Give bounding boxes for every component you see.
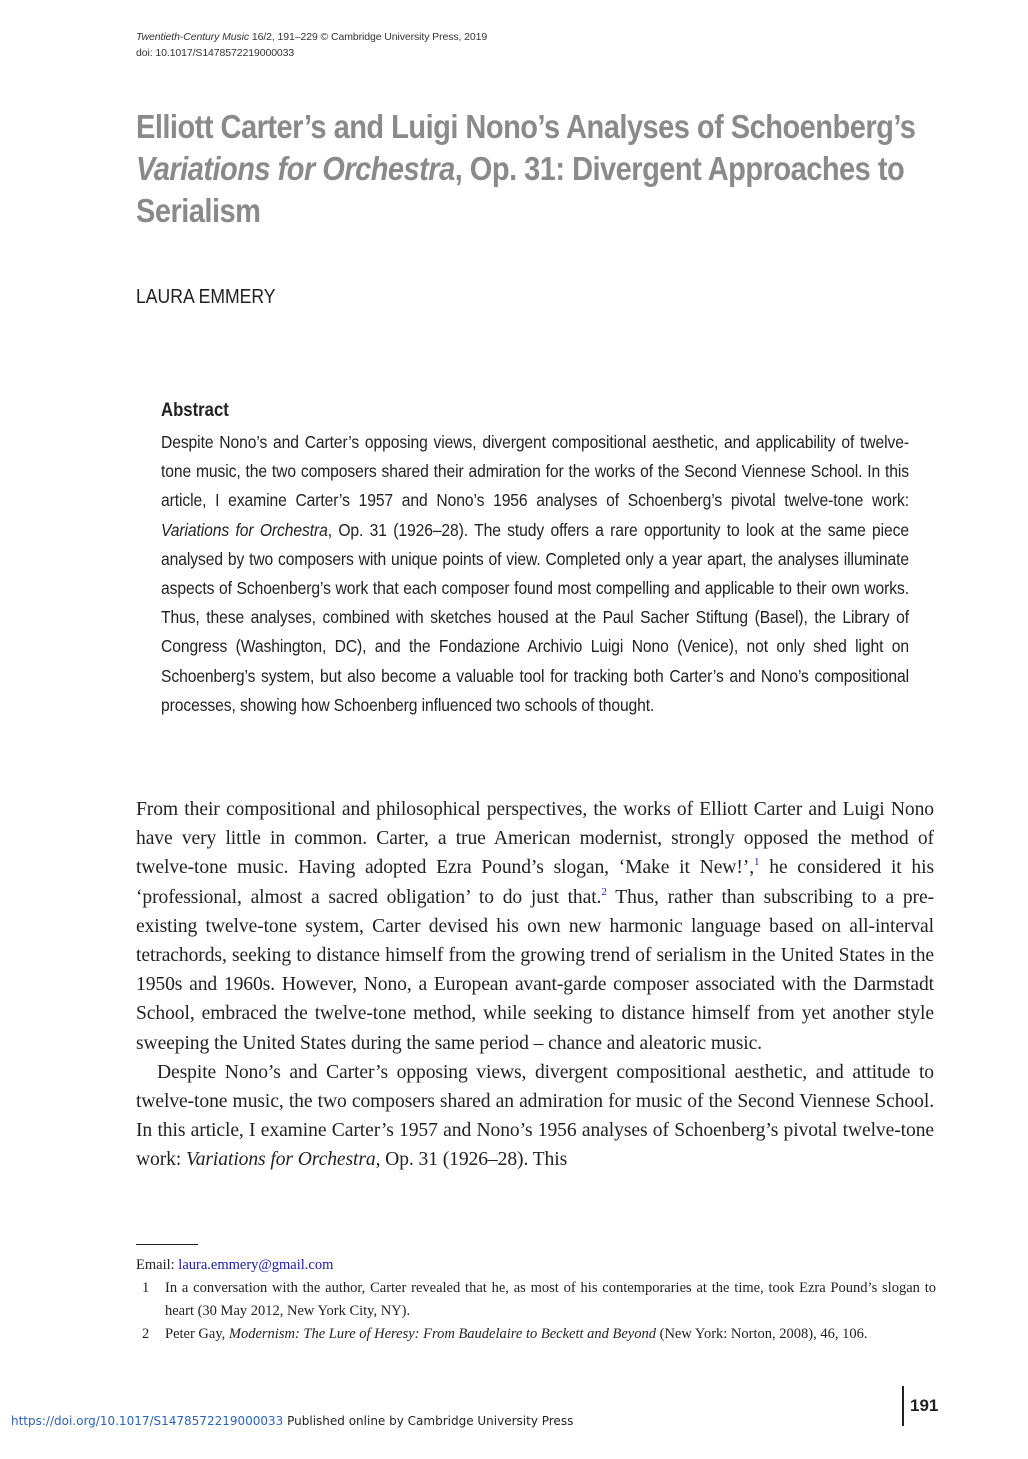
paragraph-2-part-1: Despite Nono’s and Carter’s opposing views, divergent compositional aesthetic, and attitude to twelve-tone music, the two composers shared an admiration for music of the Second Viennese School. In this article, I examine Carter’s 1957 and Nono’s 1956 analyses of Schoenberg’s pivotal twelve-tone work: <box>136 1061 934 1171</box>
journal-header <box>136 29 487 61</box>
page-number: 191 <box>902 1386 942 1426</box>
publication-footer <box>11 1414 573 1428</box>
footnote-2-number: 2 <box>142 1326 150 1342</box>
abstract-heading: Abstract <box>161 400 229 421</box>
article-title <box>136 106 937 232</box>
abstract-text-part-1: Despite Nono’s and Carter’s opposing views, divergent compositional aesthetic, and applicability of twelve-tone music, the two composers shared their admiration for the works of the Second Viennese School. In this article, I examine Carter’s 1957 and Nono’s 1956 analyses of Schoenberg’s pivotal twelve-tone work: <box>161 432 909 511</box>
doi-link[interactable]: https://doi.org/10.1017/S1478572219000033 <box>11 1414 284 1428</box>
footnote-1-number: 1 <box>142 1280 150 1296</box>
paragraph-2-italic-work: Variations for Orchestra <box>186 1149 376 1171</box>
footnote-2-part-1: Peter Gay, <box>165 1326 229 1342</box>
body-text <box>136 795 934 1175</box>
paragraph-1-part-3: Thus, rather than subscribing to a pre-existing twelve-tone system, Carter devised his own new harmonic language based on all-interval tetrachords, seeking to distance himself from the growing trend of serialism in the United States in the 1950s and 1960s. However, Nono, a European avant-garde composer associated with the Darmstadt School, embraced the twelve-tone method, while seeking to distance himself from yet another style sweeping the United States during the same period – chance and aleatoric music. <box>136 886 935 1054</box>
abstract-text-part-2: , Op. 31 (1926–28). The study offers a rare opportunity to look at the same piece analysed by two composers with unique points of view. Completed only a year apart, the analyses illuminate aspects of Schoenberg’s work that each composer found most compelling and applicable to their own works. Thus, these analyses, combined with sketches housed at the Paul Sacher Stiftung (Basel), the Library of Congress (Washington, DC), and the Fondazione Archivio Luigi Nono (Venice), not only shed light on Schoenberg’s system, but also become a valuable tool for tracking both Carter’s and Nono’s compositional processes, showing how Schoenberg influenced two schools of thought. <box>161 519 910 715</box>
email-label: Email: <box>136 1257 179 1273</box>
footnote-2-italic-title: Modernism: The Lure of Heresy: From Baudelaire to Beckett and Beyond <box>228 1326 656 1342</box>
footnote-ref-2[interactable]: 2 <box>601 885 607 898</box>
journal-citation <box>136 29 487 45</box>
paragraph-1-part-1: From their compositional and philosophical perspectives, the works of Elliott Carter and Luigi Nono have very little in common. Carter, a true American modernist, strongly opposed the method of twelve-tone music. Having adopted Ezra Pound’s slogan, ‘Make it New!’, <box>136 799 934 879</box>
abstract-italic-work: Variations for Orchestra <box>161 519 328 540</box>
footnote-1-text: In a conversation with the author, Carter revealed that he, as most of his contemporaries at the time, took Ezra Pound’s slogan to heart (30 May 2012, New York City, NY). <box>165 1280 936 1319</box>
footnote-1 <box>136 1277 936 1323</box>
footnote-2-part-2: (New York: Norton, 2008), 46, 106. <box>656 1326 868 1342</box>
title-line-3: Serialism <box>136 192 261 229</box>
title-line-1: Elliott Carter’s and Luigi Nono’s Analyses of Schoenberg’s <box>136 108 916 145</box>
header-doi: doi: 10.1017/S1478572219000033 <box>136 47 295 59</box>
title-italic-work: Variations for Orchestra <box>136 150 455 187</box>
author-name: LAURA EMMERY <box>136 286 276 308</box>
footnotes <box>136 1254 936 1346</box>
paragraph-2 <box>136 1058 934 1175</box>
citation-details: 16/2, 191–229 © Cambridge University Press, 2019 <box>249 31 488 43</box>
paragraph-1 <box>136 795 934 1058</box>
title-line-2-rest: , Op. 31: Divergent Approaches to <box>454 150 905 187</box>
author-email-line <box>136 1254 936 1277</box>
abstract <box>161 398 909 720</box>
title-line-2 <box>136 148 937 190</box>
paragraph-2-part-2: , Op. 31 (1926–28). This <box>375 1149 568 1171</box>
footnote-divider <box>136 1244 198 1245</box>
published-online-text: Published online by Cambridge University Press <box>283 1414 574 1428</box>
paragraph-1-part-2: he considered it his ‘professional, almost a sacred obligation’ to do just that. <box>136 857 934 908</box>
abstract-text <box>161 428 909 720</box>
journal-name: Twentieth-Century Music <box>136 31 250 43</box>
footnote-2 <box>136 1323 936 1346</box>
footnote-ref-1[interactable]: 1 <box>754 856 760 869</box>
email-link[interactable]: laura.emmery@gmail.com <box>178 1257 334 1273</box>
